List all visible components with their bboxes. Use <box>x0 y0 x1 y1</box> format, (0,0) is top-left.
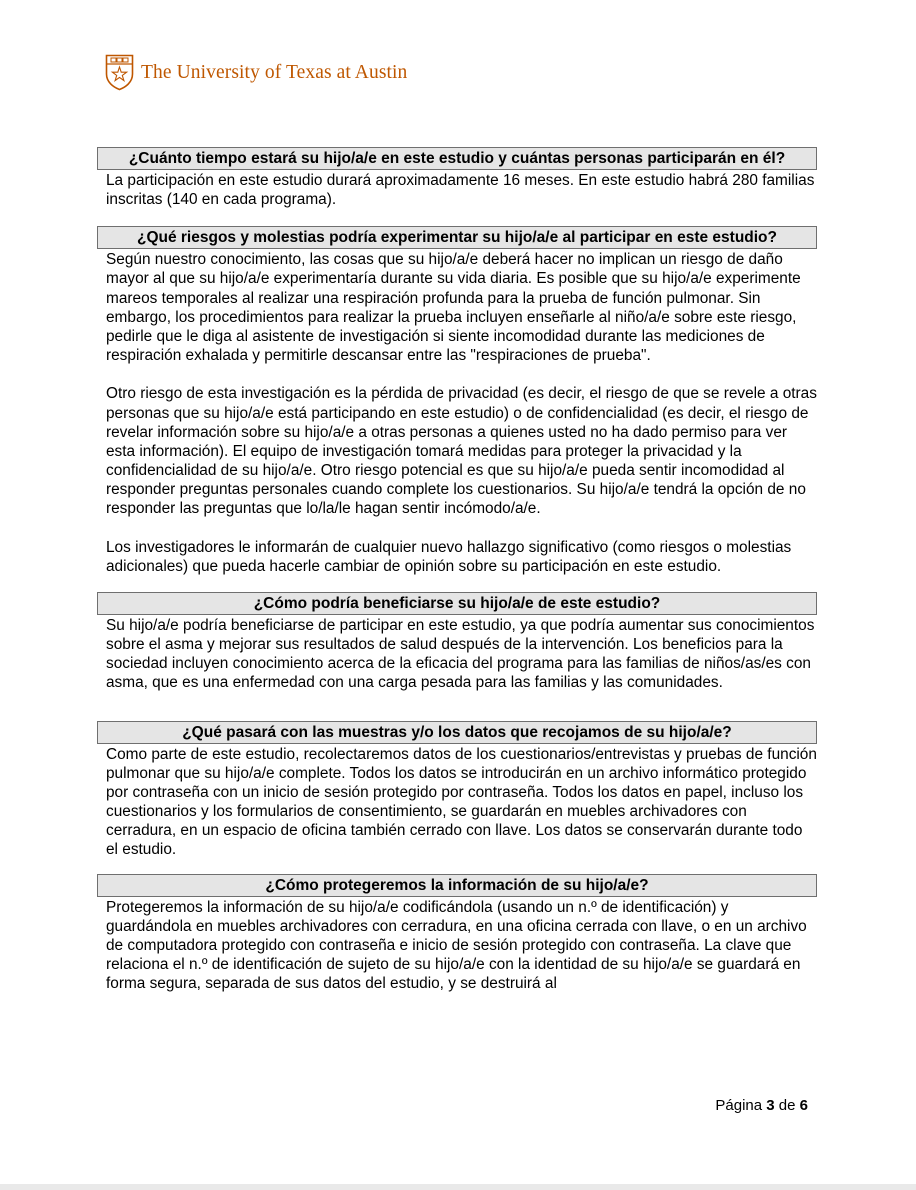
section-text <box>97 615 817 693</box>
section-title: ¿Cómo podría beneficiarse su hijo/a/e de este estudio? <box>97 592 817 615</box>
page-bottom-edge <box>0 1184 916 1190</box>
section-samples-data <box>97 721 817 860</box>
paragraph: Como parte de este estudio, recolectaremos datos de los cuestionarios/entrevistas y pruebas de función pulmonar que su hijo/a/e complete. Todos los datos se introducirán en un archivo informático protegido por contraseña con un inicio de sesión protegido por contraseña. Todos los datos en papel, incluso los cuestionarios y los formularios de consentimiento, se guardarán en muebles archivadores con cerradura, en un espacio de oficina también cerrado con llave. Los datos se conservarán durante todo el estudio. <box>106 745 817 859</box>
document-body <box>97 147 817 993</box>
section-risks <box>97 226 817 576</box>
section-privacy <box>97 874 817 994</box>
paragraph: Según nuestro conocimiento, las cosas que su hijo/a/e deberá hacer no implican un riesgo de daño mayor al que su hijo/a/e experimentaría durante su vida diaria. Es posible que su hijo/a/e experimente mareos temporales al realizar una respiración profunda para la prueba de función pulmonar. Sin embargo, los procedimientos para realizar la prueba incluyen enseñarle al niño/a/e sobre este riesgo, pedirle que le diga al asistente de investigación si siente incomodidad durante las mediciones de respiración exhalada y permitirle descansar entre las "respiraciones de prueba". <box>106 251 801 365</box>
ut-seal-icon <box>105 54 134 91</box>
section-text <box>97 897 817 994</box>
of-label: de <box>778 1097 796 1114</box>
section-title: ¿Qué riesgos y molestias podría experimentar su hijo/a/e al participar en este estudio? <box>97 226 817 249</box>
paragraph: Su hijo/a/e podría beneficiarse de participar en este estudio, ya que podría aumentar sus conocimientos sobre el asma y mejorar sus resultados de salud después de la intervención. Los beneficios para la sociedad incluyen conocimiento acerca de la eficacia del programa para las familias de niños/as/es con asma, que es una enfermedad con una carga pesada para las familias y las comunidades. <box>106 616 815 692</box>
section-text <box>97 249 817 576</box>
section-title: ¿Cómo protegeremos la información de su hijo/a/e? <box>97 874 817 897</box>
section-text <box>97 744 817 860</box>
section-text <box>97 170 817 209</box>
section-duration <box>97 147 817 209</box>
section-title: ¿Cuánto tiempo estará su hijo/a/e en este estudio y cuántas personas participarán en él? <box>97 147 817 170</box>
current-page: 3 <box>766 1097 775 1114</box>
paragraph: Otro riesgo de esta investigación es la pérdida de privacidad (es decir, el riesgo de que se revele a otras personas que su hijo/a/e está participando en este estudio) o de confidencialidad (es decir, el riesgo de revelar información sobre su hijo/a/e a otras personas a quienes usted no ha dado permiso para ver esta información). El equipo de investigación tomará medidas para proteger la privacidad y la confidencialidad de su hijo/a/e. Otro riesgo potencial es que su hijo/a/e pueda sentir incomodidad al responder preguntas personales cuando complete los cuestionarios. Su hijo/a/e tendrá la opción de no responder las preguntas que lo/la/le hagan sentir incómodo/a/e. <box>106 385 817 518</box>
section-benefits <box>97 592 817 693</box>
university-logo <box>105 54 407 91</box>
page-label: Página <box>715 1097 763 1114</box>
section-title: ¿Qué pasará con las muestras y/o los datos que recojamos de su hijo/a/e? <box>97 721 817 744</box>
page-number <box>715 1097 808 1114</box>
total-pages: 6 <box>799 1097 808 1114</box>
paragraph: La participación en este estudio durará aproximadamente 16 meses. En este estudio habrá 280 familias inscritas (140 en cada programa). <box>106 172 815 209</box>
university-name: The University of Texas at Austin <box>141 61 408 83</box>
paragraph: Los investigadores le informarán de cualquier nuevo hallazgo significativo (como riesgos o molestias adicionales) que pueda hacerle cambiar de opinión sobre su participación en este estudio. <box>106 538 792 575</box>
paragraph: Protegeremos la información de su hijo/a/e codificándola (usando un n.º de identificación) y guardándola en muebles archivadores con cerradura, en una oficina cerrada con llave, o en un archivo de computadora protegido con contraseña e inicio de sesión protegido con contraseña. La clave que relaciona el n.º de identificación de sujeto de su hijo/a/e con la identidad de su hijo/a/e se guardará en forma segura, separada de sus datos del estudio, y se destruirá al <box>106 898 807 993</box>
